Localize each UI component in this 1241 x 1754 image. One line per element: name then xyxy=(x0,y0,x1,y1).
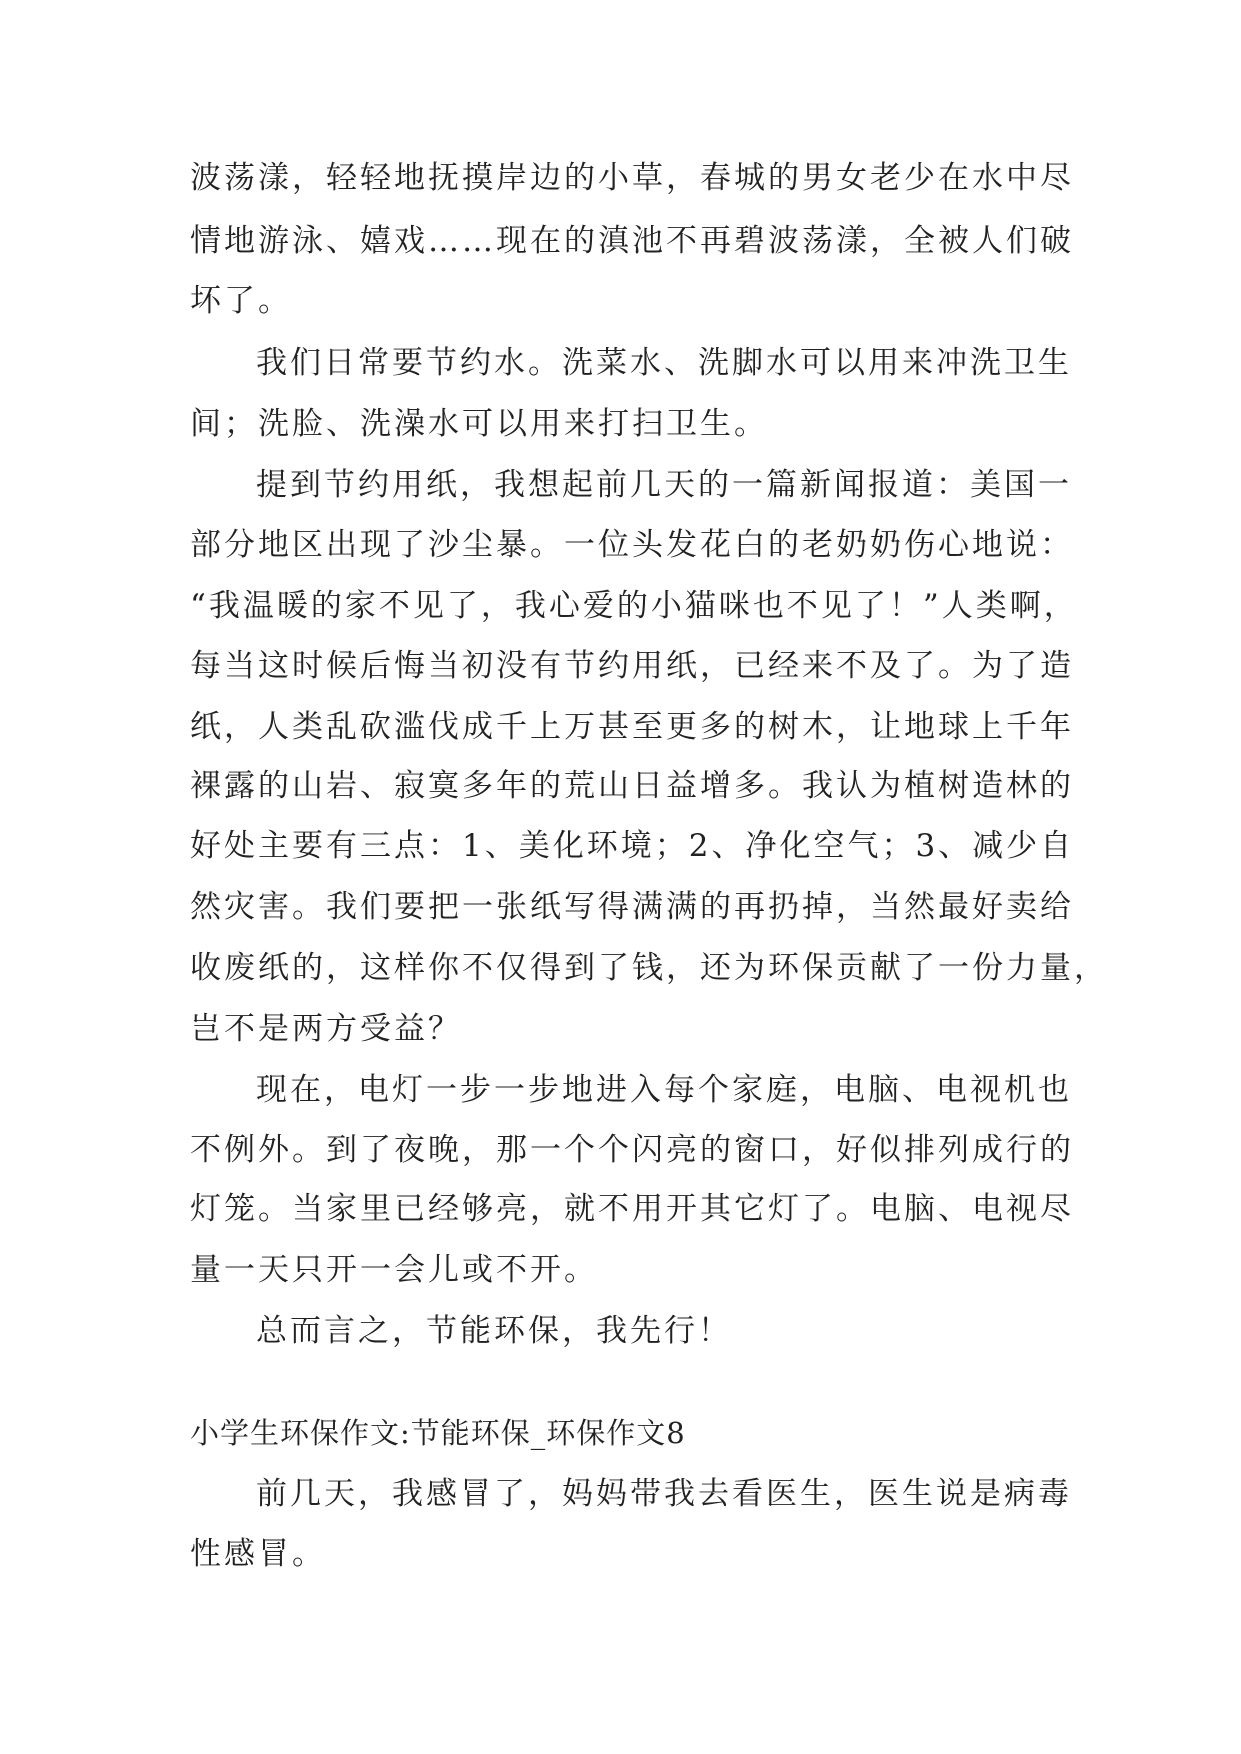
paragraph-first-line: 前几天，我感冒了，妈妈带我去看医生，医生说是病毒 xyxy=(256,1476,1072,1512)
paragraph-first-line: 我们日常要节约水。洗菜水、洗脚水可以用来冲洗卫生 xyxy=(256,345,1072,381)
text-line: 每当这时候后悔当初没有节约用纸，已经来不及了。为了造 xyxy=(190,648,1074,684)
paragraph-first-line: 提到节约用纸，我想起前几天的一篇新闻报道：美国一 xyxy=(256,467,1072,503)
text-line: 纸，人类乱砍滥伐成千上万甚至更多的树木，让地球上千年 xyxy=(190,709,1074,745)
text-line: 波荡漾，轻轻地抚摸岸边的小草，春城的男女老少在水中尽 xyxy=(190,160,1074,196)
text-line: 间；洗脸、洗澡水可以用来打扫卫生。 xyxy=(190,406,768,442)
text-line: 性感冒。 xyxy=(190,1536,326,1572)
paragraph-first-line: 总而言之，节能环保，我先行！ xyxy=(256,1313,732,1349)
text-line: 收废纸的，这样你不仅得到了钱，还为环保贡献了一份力量， xyxy=(190,950,1108,986)
text-line: 灯笼。当家里已经够亮，就不用开其它灯了。电脑、电视尽 xyxy=(190,1191,1074,1227)
text-line: 部分地区出现了沙尘暴。一位头发花白的老奶奶伤心地说： xyxy=(190,527,1074,563)
text-line: 然灾害。我们要把一张纸写得满满的再扔掉，当然最好卖给 xyxy=(190,889,1074,925)
text-line: “我温暖的家不见了，我心爱的小猫咪也不见了！”人类啊， xyxy=(190,588,1078,624)
text-line: 好处主要有三点：1、美化环境；2、净化空气；3、减少自 xyxy=(190,828,1075,864)
text-line: 裸露的山岩、寂寞多年的荒山日益增多。我认为植树造林的 xyxy=(190,768,1074,804)
text-line: 不例外。到了夜晚，那一个个闪亮的窗口，好似排列成行的 xyxy=(190,1132,1074,1168)
text-line: 情地游泳、嬉戏……现在的滇池不再碧波荡漾，全被人们破 xyxy=(190,223,1074,259)
paragraph-first-line: 现在，电灯一步一步地进入每个家庭，电脑、电视机也 xyxy=(256,1072,1072,1108)
text-line: 岂不是两方受益？ xyxy=(190,1011,462,1047)
text-line: 量一天只开一会儿或不开。 xyxy=(190,1252,598,1288)
section-title: 小学生环保作文:节能环保_环保作文8 xyxy=(190,1416,686,1450)
text-line: 坏了。 xyxy=(190,283,292,319)
